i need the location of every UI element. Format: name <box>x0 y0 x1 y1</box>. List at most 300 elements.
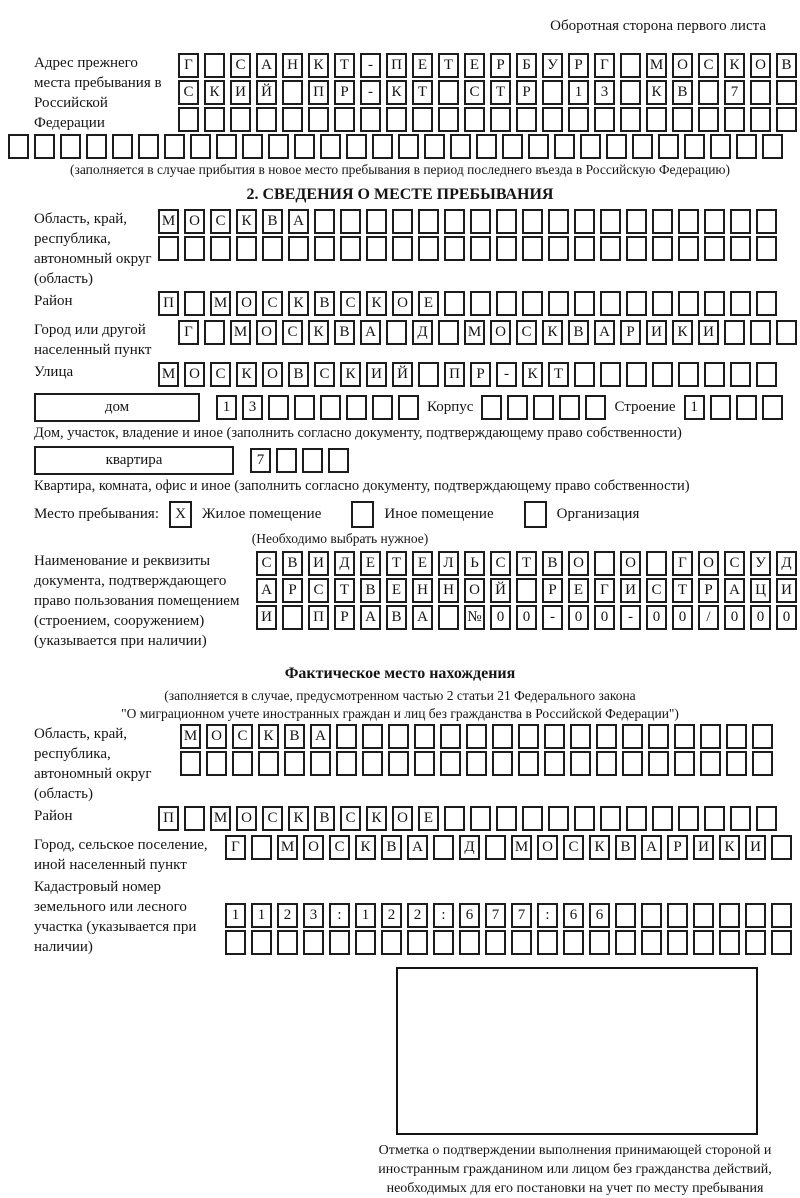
char-cell: У <box>542 53 563 78</box>
char-cell <box>771 930 792 955</box>
char-cell <box>340 236 361 261</box>
char-cell: 2 <box>381 903 402 928</box>
char-cell <box>756 806 777 831</box>
char-cell <box>34 134 55 159</box>
char-cell <box>522 806 543 831</box>
region-row-2 <box>158 236 777 261</box>
char-cell <box>294 395 315 420</box>
char-cell <box>600 236 621 261</box>
char-cell <box>563 930 584 955</box>
char-cell: Д <box>459 835 480 860</box>
char-cell: С <box>516 320 537 345</box>
char-cell <box>752 751 773 776</box>
document-grids <box>256 551 797 632</box>
char-cell <box>750 320 771 345</box>
char-cell: О <box>303 835 324 860</box>
char-cell <box>184 236 205 261</box>
char-cell <box>412 107 433 132</box>
char-cell <box>225 930 246 955</box>
char-cell: В <box>314 806 335 831</box>
char-cell: П <box>386 53 407 78</box>
char-cell: Р <box>698 578 719 603</box>
char-cell: М <box>511 835 532 860</box>
char-cell: И <box>366 362 387 387</box>
actual-region-grids <box>180 724 773 778</box>
char-cell: Р <box>542 578 563 603</box>
char-cell: 7 <box>511 903 532 928</box>
char-cell: А <box>412 605 433 630</box>
char-cell <box>726 724 747 749</box>
char-cell: С <box>262 806 283 831</box>
char-cell: К <box>386 80 407 105</box>
char-cell <box>288 236 309 261</box>
char-cell <box>710 395 731 420</box>
char-cell: Е <box>386 578 407 603</box>
char-cell: А <box>724 578 745 603</box>
char-cell: О <box>464 578 485 603</box>
char-cell: 6 <box>589 903 610 928</box>
char-cell <box>236 236 257 261</box>
char-cell <box>626 806 647 831</box>
char-cell <box>392 209 413 234</box>
char-cell <box>440 751 461 776</box>
char-cell: С <box>256 551 277 576</box>
actual-location-note-2: "О миграционном учете иностранных граждан и лиц без гражданства в Российской Федерации") <box>121 706 679 721</box>
char-cell <box>258 751 279 776</box>
char-cell <box>632 134 653 159</box>
actual-district-label: Район <box>34 808 73 824</box>
char-cell <box>620 107 641 132</box>
char-cell: Й <box>490 578 511 603</box>
char-cell <box>444 209 465 234</box>
char-cell: О <box>698 551 719 576</box>
char-cell <box>537 930 558 955</box>
prev-address-row-3 <box>178 107 797 132</box>
region-field <box>8 209 792 289</box>
char-cell <box>388 751 409 776</box>
char-cell <box>386 320 407 345</box>
char-cell <box>268 395 289 420</box>
char-cell <box>418 362 439 387</box>
char-cell: П <box>158 806 179 831</box>
char-cell: Т <box>516 551 537 576</box>
char-cell: : <box>329 903 350 928</box>
apartment-number-row <box>250 448 349 473</box>
char-cell: О <box>262 362 283 387</box>
char-cell <box>533 395 554 420</box>
char-cell: - <box>496 362 517 387</box>
char-cell <box>756 209 777 234</box>
char-cell <box>652 236 673 261</box>
document-label: Наименование и реквизиты документа, подтверждающего право пользования помещением (строением, сооружением) (указывается при наличии) <box>34 553 240 649</box>
char-cell: О <box>568 551 589 576</box>
char-cell <box>724 107 745 132</box>
char-cell <box>641 930 662 955</box>
prev-address-note: (заполняется в случае прибытия в новое место пребывания в период последнего въезда в Российскую Федерацию) <box>69 162 731 177</box>
char-cell <box>522 236 543 261</box>
char-cell <box>719 930 740 955</box>
char-cell <box>646 551 667 576</box>
char-cell: Б <box>516 53 537 78</box>
char-cell: К <box>542 320 563 345</box>
char-cell <box>60 134 81 159</box>
char-cell: 1 <box>568 80 589 105</box>
char-cell <box>574 806 595 831</box>
char-cell: Р <box>568 53 589 78</box>
district-label: Район <box>34 293 73 309</box>
char-cell: К <box>204 80 225 105</box>
char-cell <box>710 134 731 159</box>
char-cell <box>776 320 797 345</box>
cadastral-row-1 <box>225 903 792 928</box>
char-cell <box>178 107 199 132</box>
char-cell <box>648 724 669 749</box>
char-cell: - <box>620 605 641 630</box>
stay-type-option-organization: Организация <box>556 506 640 522</box>
char-cell: С <box>698 53 719 78</box>
char-cell <box>600 209 621 234</box>
char-cell: В <box>776 53 797 78</box>
char-cell <box>672 107 693 132</box>
char-cell <box>407 930 428 955</box>
house-number-row <box>216 395 419 420</box>
char-cell <box>444 291 465 316</box>
prev-address-row-1 <box>178 53 797 78</box>
char-cell: А <box>407 835 428 860</box>
char-cell: Д <box>412 320 433 345</box>
char-cell <box>310 751 331 776</box>
char-cell: В <box>282 551 303 576</box>
char-cell: С <box>646 578 667 603</box>
char-cell: 1 <box>225 903 246 928</box>
house-note: Дом, участок, владение и иное (заполнить согласно документу, подтверждающему право собственности) <box>34 425 682 441</box>
char-cell: С <box>314 362 335 387</box>
char-cell: И <box>646 320 667 345</box>
char-cell <box>756 236 777 261</box>
street-field <box>8 362 792 389</box>
char-cell <box>544 724 565 749</box>
char-cell <box>626 209 647 234</box>
char-cell: И <box>308 551 329 576</box>
char-cell <box>470 806 491 831</box>
char-cell: Д <box>334 551 355 576</box>
char-cell <box>362 751 383 776</box>
char-cell <box>210 236 231 261</box>
char-cell <box>206 751 227 776</box>
char-cell: 0 <box>672 605 693 630</box>
actual-district-row <box>158 806 777 831</box>
char-cell: Т <box>412 80 433 105</box>
char-cell: С <box>210 362 231 387</box>
char-cell: Т <box>386 551 407 576</box>
char-cell: В <box>568 320 589 345</box>
stay-type-note: (Необходимо выбрать нужное) <box>251 531 429 546</box>
apartment-note: Квартира, комната, офис и иное (заполнить согласно документу, подтверждающему право собственности) <box>34 478 690 494</box>
char-cell <box>366 236 387 261</box>
char-cell: С <box>329 835 350 860</box>
actual-region-row-2 <box>180 751 773 776</box>
char-cell <box>8 134 29 159</box>
char-cell <box>184 291 205 316</box>
char-cell <box>704 291 725 316</box>
char-cell <box>262 236 283 261</box>
char-cell <box>282 107 303 132</box>
char-cell: М <box>646 53 667 78</box>
char-cell <box>372 134 393 159</box>
char-cell <box>736 134 757 159</box>
char-cell <box>204 53 225 78</box>
char-cell <box>276 448 297 473</box>
char-cell <box>678 291 699 316</box>
char-cell: О <box>620 551 641 576</box>
char-cell <box>776 80 797 105</box>
char-cell <box>745 930 766 955</box>
char-cell <box>730 806 751 831</box>
stay-type-checkbox-residential: X <box>169 501 192 528</box>
char-cell: № <box>464 605 485 630</box>
char-cell <box>433 835 454 860</box>
cadastral-row-2 <box>225 930 792 955</box>
char-cell <box>314 209 335 234</box>
korpus-label: Корпус <box>427 399 474 415</box>
char-cell <box>398 395 419 420</box>
char-cell <box>282 80 303 105</box>
stroenie-label: Строение <box>614 399 676 415</box>
char-cell <box>570 724 591 749</box>
char-cell: 0 <box>516 605 537 630</box>
char-cell: И <box>230 80 251 105</box>
char-cell <box>667 930 688 955</box>
char-cell <box>730 362 751 387</box>
char-cell <box>693 903 714 928</box>
stay-type-field <box>8 501 792 528</box>
char-cell: Р <box>490 53 511 78</box>
char-cell: В <box>672 80 693 105</box>
char-cell: П <box>158 291 179 316</box>
char-cell: С <box>724 551 745 576</box>
char-cell: А <box>641 835 662 860</box>
char-cell: В <box>314 291 335 316</box>
char-cell: 1 <box>355 903 376 928</box>
char-cell <box>302 448 323 473</box>
actual-location-note-1: (заполняется в случае, предусмотренном частью 2 статьи 21 Федерального закона <box>164 688 636 703</box>
char-cell <box>329 930 350 955</box>
char-cell: С <box>563 835 584 860</box>
district-row <box>158 291 777 316</box>
stamp-caption: Отметка о подтверждении выполнения принимающей стороной и иностранным гражданином или лицом без гражданства действий, необходимых для его постановки на учет по месту пребывания <box>378 1143 772 1196</box>
char-cell: С <box>178 80 199 105</box>
actual-region-label: Область, край, республика, автономный округ (область) <box>34 726 152 802</box>
char-cell <box>251 930 272 955</box>
char-cell: И <box>698 320 719 345</box>
char-cell: О <box>750 53 771 78</box>
char-cell <box>548 291 569 316</box>
char-cell: О <box>672 53 693 78</box>
char-cell <box>704 362 725 387</box>
char-cell: Г <box>672 551 693 576</box>
char-cell: С <box>308 578 329 603</box>
char-cell <box>256 107 277 132</box>
cadastral-grids <box>225 877 792 957</box>
char-cell <box>492 751 513 776</box>
char-cell <box>606 134 627 159</box>
char-cell <box>678 362 699 387</box>
char-cell <box>470 209 491 234</box>
char-cell: В <box>381 835 402 860</box>
char-cell <box>641 903 662 928</box>
char-cell <box>594 551 615 576</box>
char-cell <box>620 53 641 78</box>
char-cell <box>704 236 725 261</box>
char-cell: И <box>620 578 641 603</box>
char-cell: К <box>646 80 667 105</box>
char-cell: Е <box>568 578 589 603</box>
char-cell <box>626 362 647 387</box>
char-cell: Г <box>178 53 199 78</box>
char-cell: С <box>230 53 251 78</box>
house-field <box>8 393 792 422</box>
char-cell <box>626 236 647 261</box>
char-cell <box>232 751 253 776</box>
char-cell <box>626 291 647 316</box>
char-cell: Т <box>672 578 693 603</box>
char-cell: 0 <box>724 605 745 630</box>
char-cell <box>756 362 777 387</box>
char-cell <box>414 751 435 776</box>
char-cell: А <box>256 53 277 78</box>
char-cell <box>360 107 381 132</box>
char-cell: И <box>256 605 277 630</box>
char-cell <box>678 806 699 831</box>
char-cell <box>652 291 673 316</box>
char-cell: К <box>236 209 257 234</box>
char-cell <box>730 236 751 261</box>
char-cell: М <box>210 291 231 316</box>
char-cell: Е <box>360 551 381 576</box>
char-cell <box>704 209 725 234</box>
korpus-row <box>481 395 606 420</box>
char-cell <box>388 724 409 749</box>
char-cell <box>762 134 783 159</box>
char-cell <box>444 236 465 261</box>
char-cell <box>230 107 251 132</box>
char-cell <box>440 724 461 749</box>
char-cell: А <box>360 320 381 345</box>
char-cell: С <box>210 209 231 234</box>
char-cell: С <box>340 806 361 831</box>
char-cell: Л <box>438 551 459 576</box>
char-cell <box>548 806 569 831</box>
char-cell <box>438 107 459 132</box>
char-cell <box>700 751 721 776</box>
char-cell <box>386 107 407 132</box>
char-cell: 0 <box>594 605 615 630</box>
char-cell: М <box>180 724 201 749</box>
char-cell <box>492 724 513 749</box>
char-cell <box>719 903 740 928</box>
char-cell <box>762 395 783 420</box>
char-cell: 0 <box>646 605 667 630</box>
char-cell: И <box>745 835 766 860</box>
char-cell <box>750 107 771 132</box>
prev-address-grids <box>178 53 797 134</box>
char-cell: Г <box>225 835 246 860</box>
char-cell: С <box>262 291 283 316</box>
char-cell: О <box>537 835 558 860</box>
char-cell: Ц <box>750 578 771 603</box>
char-cell <box>355 930 376 955</box>
char-cell: В <box>542 551 563 576</box>
char-cell <box>522 209 543 234</box>
char-cell <box>476 134 497 159</box>
char-cell <box>464 107 485 132</box>
char-cell <box>507 395 528 420</box>
document-field <box>8 551 792 651</box>
char-cell <box>496 291 517 316</box>
char-cell <box>522 291 543 316</box>
char-cell <box>328 448 349 473</box>
char-cell: Н <box>438 578 459 603</box>
char-cell <box>438 320 459 345</box>
char-cell: - <box>542 605 563 630</box>
char-cell <box>559 395 580 420</box>
char-cell <box>756 291 777 316</box>
char-cell: Е <box>412 551 433 576</box>
char-cell: К <box>308 53 329 78</box>
char-cell <box>418 236 439 261</box>
char-cell <box>678 209 699 234</box>
char-cell <box>752 724 773 749</box>
char-cell: Е <box>418 806 439 831</box>
char-cell: 7 <box>485 903 506 928</box>
char-cell <box>346 134 367 159</box>
char-cell <box>496 209 517 234</box>
char-cell <box>684 134 705 159</box>
char-cell: Т <box>548 362 569 387</box>
char-cell <box>678 236 699 261</box>
document-row-2 <box>256 578 797 603</box>
char-cell: О <box>392 806 413 831</box>
char-cell <box>418 209 439 234</box>
char-cell <box>164 134 185 159</box>
char-cell <box>698 107 719 132</box>
char-cell: И <box>693 835 714 860</box>
char-cell: К <box>355 835 376 860</box>
char-cell: Р <box>516 80 537 105</box>
char-cell: К <box>236 362 257 387</box>
char-cell <box>438 605 459 630</box>
char-cell: 6 <box>459 903 480 928</box>
char-cell: - <box>360 80 381 105</box>
city-row <box>178 320 797 345</box>
char-cell: В <box>386 605 407 630</box>
char-cell: 0 <box>776 605 797 630</box>
char-cell <box>216 134 237 159</box>
actual-region-row-1 <box>180 724 773 749</box>
section2-title: 2. СВЕДЕНИЯ О МЕСТЕ ПРЕБЫВАНИЯ <box>246 186 554 203</box>
char-cell <box>470 291 491 316</box>
char-cell <box>574 291 595 316</box>
char-cell <box>336 724 357 749</box>
char-cell <box>652 362 673 387</box>
char-cell: / <box>698 605 719 630</box>
char-cell <box>336 751 357 776</box>
apartment-type-box: квартира <box>34 446 234 475</box>
char-cell <box>771 835 792 860</box>
char-cell <box>308 107 329 132</box>
char-cell: Е <box>418 291 439 316</box>
char-cell: К <box>258 724 279 749</box>
